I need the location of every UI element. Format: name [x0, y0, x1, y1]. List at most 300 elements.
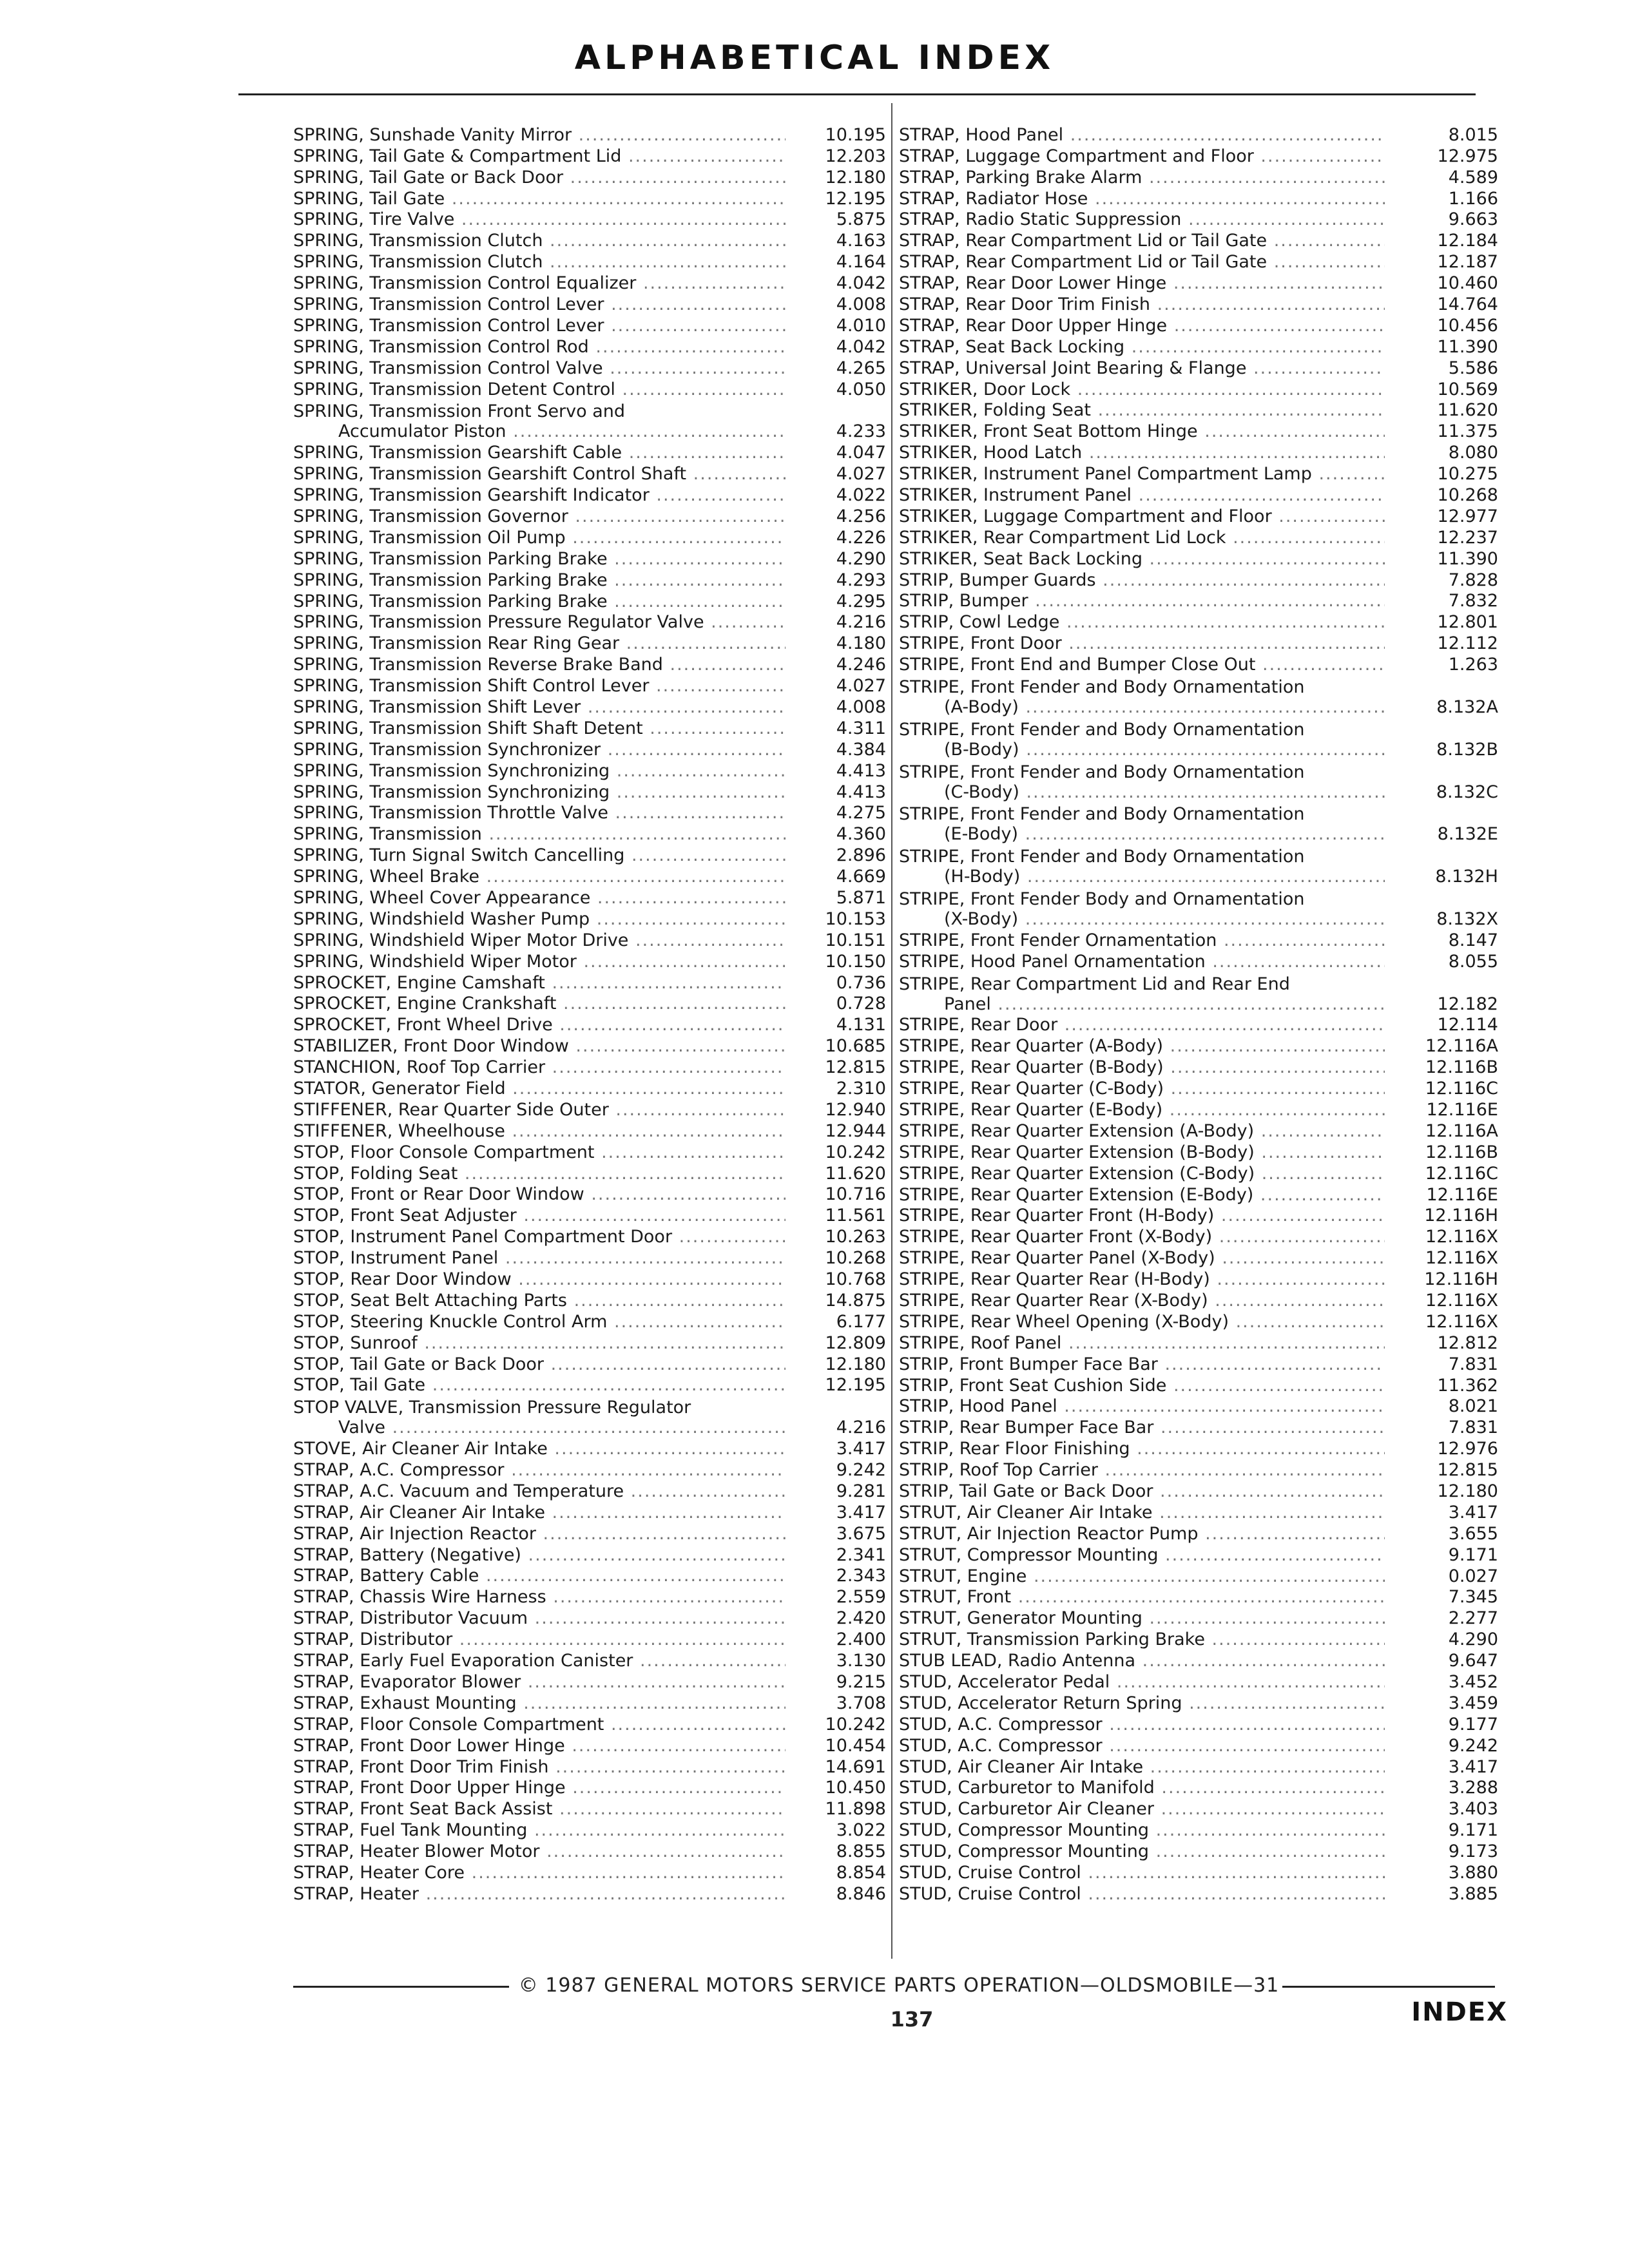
index-entry-ref: 4.008 [836, 294, 886, 315]
index-entry-ref: 7.828 [1448, 570, 1498, 590]
index-entry-ref: 4.589 [1448, 167, 1498, 187]
index-entry-term-continued: Valve ..... [293, 1418, 786, 1437]
index-entry [293, 802, 886, 823]
index-entry [293, 908, 886, 929]
index-entry-term: STRAP, Air Injection Reactor ..... [293, 1524, 786, 1544]
index-entry [293, 1628, 886, 1649]
index-entry [899, 1671, 1498, 1692]
index-entry-term: SPRING, Transmission Shift Lever ..... [293, 697, 786, 717]
index-entry-name [293, 146, 786, 166]
index-entry-name [899, 443, 1385, 463]
index-entry-term: STRAP, Distributor Vacuum ..... [293, 1608, 786, 1628]
index-entry [293, 993, 886, 1014]
index-entry-name [899, 549, 1385, 569]
index-entry-name [293, 1629, 786, 1649]
index-entry-name [899, 591, 1385, 611]
index-entry-term-continued: Accumulator Piston ..... [293, 421, 786, 441]
index-entry-term: STABILIZER, Front Door Window ..... [293, 1036, 786, 1056]
index-entry-name [899, 612, 1385, 632]
index-entry-term: STRAP, Heater Core ..... [293, 1863, 786, 1883]
index-entry-ref: 8.080 [1448, 443, 1498, 463]
index-entry-name [293, 591, 786, 611]
index-entry-term: SPRING, Transmission Reverse Brake Band ..... [293, 655, 786, 675]
index-entry-ref: 5.871 [836, 887, 886, 908]
index-entry-term: STRIKER, Instrument Panel Compartment Lamp ..... [899, 464, 1385, 484]
index-entry-ref: 3.655 [1448, 1523, 1498, 1544]
index-entry-name [293, 973, 786, 993]
index-entry-term: STRAP, Radiator Hose ..... [899, 189, 1385, 209]
index-entry [899, 1523, 1498, 1544]
index-entry [899, 1374, 1498, 1396]
index-entry-term-continued: (H-Body) ..... [899, 867, 1385, 887]
index-entry [293, 1099, 886, 1120]
index-entry-name [293, 1503, 786, 1523]
index-entry-term: STRUT, Generator Mounting ..... [899, 1608, 1385, 1628]
index-entry-name [899, 1396, 1385, 1416]
index-entry-term: STRIKER, Instrument Panel ..... [899, 485, 1385, 505]
index-entry-ref: 10.716 [825, 1184, 886, 1205]
index-entry-ref: 10.275 [1437, 464, 1498, 485]
index-entry-name [293, 443, 786, 463]
index-entry-ref: 8.147 [1448, 930, 1498, 950]
index-entry [899, 1565, 1498, 1586]
index-entry-name [293, 930, 786, 950]
index-entry-ref: 8.132B [1436, 739, 1498, 760]
index-entry-term: SPROCKET, Engine Crankshaft ..... [293, 994, 786, 1014]
index-entry-ref: 4.180 [836, 633, 886, 654]
index-entry-term: STRAP, Rear Door Upper Hinge ..... [899, 316, 1385, 336]
index-entry [293, 1353, 886, 1374]
index-entry-term: STOP, Tail Gate ..... [293, 1375, 786, 1395]
index-entry-ref: 3.417 [836, 1502, 886, 1523]
index-entry-ref: 2.341 [836, 1544, 886, 1565]
index-entry-term: STRIP, Front Bumper Face Bar ..... [899, 1354, 1385, 1374]
index-entry-name [293, 1757, 786, 1777]
index-entry [899, 1713, 1498, 1735]
index-entry [899, 1268, 1498, 1289]
index-entry [899, 548, 1498, 569]
index-entry-ref: 4.265 [836, 358, 886, 378]
index-entry-name [293, 1375, 786, 1395]
index-entry-name [899, 380, 1385, 399]
index-entry-name [899, 1057, 1385, 1077]
index-entry-ref: 10.242 [825, 1142, 886, 1162]
index-entry-term: SPRING, Transmission Shift Shaft Detent ..... [293, 718, 786, 738]
index-entry-name [293, 528, 786, 548]
index-entry-ref: 4.246 [836, 655, 886, 675]
index-entry-name [899, 1672, 1385, 1692]
index-entry-ref: 4.290 [836, 548, 886, 569]
index-entry-term: STRAP, Seat Back Locking ..... [899, 337, 1385, 357]
index-entry-name [899, 400, 1385, 420]
index-entry-name [899, 930, 1385, 950]
index-entry-term: STRIPE, Rear Quarter (E-Body) ..... [899, 1100, 1385, 1120]
index-entry-term: SPRING, Windshield Washer Pump ..... [293, 909, 786, 929]
index-entry-ref: 12.116C [1425, 1079, 1498, 1099]
index-entry-name [293, 1333, 786, 1353]
index-entry [293, 950, 886, 972]
index-entry-ref: 4.164 [836, 252, 886, 273]
index-entry-ref: 11.898 [825, 1799, 886, 1820]
index-entry [293, 1311, 886, 1332]
index-entry [293, 1713, 886, 1735]
index-entry-term: STOP, Front Seat Adjuster ..... [293, 1206, 786, 1225]
index-entry [899, 1077, 1498, 1099]
index-entry-ref: 4.384 [836, 739, 886, 760]
index-entry [899, 1416, 1498, 1437]
index-entry-ref: 9.171 [1448, 1820, 1498, 1841]
index-entry [293, 1544, 886, 1565]
index-entry [899, 1437, 1498, 1459]
index-entry-ref: 12.977 [1437, 506, 1498, 526]
index-entry-name [899, 1587, 1385, 1607]
index-entry-ref: 4.216 [836, 612, 886, 633]
index-entry-term: STRAP, Heater ..... [293, 1884, 786, 1904]
index-entry [293, 1437, 886, 1459]
index-entry-term: STRIPE, Roof Panel ..... [899, 1333, 1385, 1353]
index-entry [293, 1692, 886, 1713]
index-entry [293, 1523, 886, 1544]
index-entry-ref: 3.885 [1448, 1883, 1498, 1904]
index-entry-term: STOP VALVE, Transmission Pressure Regulator [293, 1398, 691, 1418]
index-entry-name [899, 1206, 1385, 1225]
index-entry [293, 505, 886, 526]
index-entry-term: STRIPE, Rear Quarter (A-Body) ..... [899, 1036, 1385, 1056]
index-entry-name [293, 1460, 786, 1480]
index-entry-ref: 4.295 [836, 591, 886, 611]
index-entry-name [293, 1036, 786, 1056]
index-entry-ref: 3.403 [1448, 1799, 1498, 1820]
index-entry [293, 1480, 886, 1501]
index-entry-ref: 9.242 [836, 1460, 886, 1481]
index-entry-term: STRAP, Fuel Tank Mounting ..... [293, 1820, 786, 1840]
index-entry-term: STOP, Floor Console Compartment ..... [293, 1142, 786, 1162]
index-entry-name [899, 1841, 1385, 1861]
index-entry-term: SPRING, Transmission Control Valve ..... [293, 358, 786, 378]
index-entry-term: STUD, Compressor Mounting ..... [899, 1820, 1385, 1840]
index-entry-ref: 3.417 [1448, 1502, 1498, 1523]
index-entry-ref: 4.042 [836, 336, 886, 357]
index-entry [899, 1649, 1498, 1671]
index-entry-ref: 4.022 [836, 485, 886, 506]
index-entry-name [899, 1312, 1385, 1332]
footer-rule-left [293, 1986, 509, 1988]
index-entry [293, 1035, 886, 1056]
index-entry [293, 1586, 886, 1607]
index-entry-name [293, 697, 786, 717]
index-entry-term: SPRING, Transmission Governor ..... [293, 506, 786, 526]
index-entry-name [293, 189, 786, 209]
index-entry-ref: 12.940 [825, 1099, 886, 1120]
index-entry-name [293, 1545, 786, 1565]
index-entry-name [293, 1398, 786, 1437]
index-entry [899, 569, 1498, 590]
index-entry [293, 1756, 886, 1777]
index-entry [899, 972, 1498, 1014]
index-entry-term: STRAP, Battery (Negative) ..... [293, 1545, 786, 1565]
index-entry [899, 1607, 1498, 1628]
index-entry [899, 272, 1498, 293]
index-entry-ref: 2.343 [836, 1566, 886, 1586]
header-rule [238, 93, 1476, 95]
index-entry [899, 1840, 1498, 1861]
index-entry-ref: 4.163 [836, 231, 886, 251]
index-entry-name [899, 1291, 1385, 1311]
index-entry [899, 420, 1498, 441]
index-entry-term: STRUT, Compressor Mounting ..... [899, 1545, 1385, 1565]
index-entry [899, 1819, 1498, 1840]
index-entry-name [293, 252, 786, 272]
index-entry-ref: 14.875 [825, 1290, 886, 1311]
index-column-right [899, 124, 1498, 1904]
index-entry-ref: 4.216 [836, 1418, 886, 1438]
index-entry-ref: 12.116B [1425, 1057, 1498, 1078]
index-entry [899, 760, 1498, 802]
index-entry [293, 569, 886, 590]
index-entry-term: STUD, Cruise Control ..... [899, 1884, 1385, 1904]
index-entry-name [899, 1079, 1385, 1099]
index-entry-name [293, 1587, 786, 1607]
index-entry-ref: 2.420 [836, 1608, 886, 1629]
index-entry-term: STRIPE, Front Fender and Body Ornamentation [899, 804, 1305, 825]
index-entry-term: STRIPE, Rear Door ..... [899, 1015, 1385, 1035]
index-entry-term: SPRING, Transmission Synchronizing ..... [293, 761, 786, 781]
index-entry [899, 1311, 1498, 1332]
index-entry-ref: 12.195 [825, 1375, 886, 1396]
index-entry-name [293, 1884, 786, 1904]
index-entry-term: STUD, Accelerator Return Spring ..... [899, 1693, 1385, 1713]
index-entry-name [899, 1757, 1385, 1777]
index-entry [899, 336, 1498, 357]
index-entry [899, 844, 1498, 887]
index-entry-name [293, 1354, 786, 1374]
index-entry-ref: 5.875 [836, 209, 886, 230]
page-number: 137 [890, 2007, 934, 2032]
index-entry-term: STRAP, Floor Console Compartment ..... [293, 1715, 786, 1735]
index-entry-name [899, 720, 1385, 760]
index-entry-ref: 7.345 [1448, 1587, 1498, 1608]
index-entry [899, 1501, 1498, 1523]
index-entry [899, 1141, 1498, 1162]
index-entry-ref: 7.832 [1448, 591, 1498, 611]
index-entry [293, 781, 886, 802]
index-entry-ref: 8.855 [836, 1841, 886, 1862]
index-entry-ref: 12.203 [825, 146, 886, 166]
index-entry-term: STRIPE, Front Fender Ornamentation ..... [899, 930, 1385, 950]
index-entry-name [293, 803, 786, 823]
index-entry-term: SPRING, Transmission Parking Brake ..... [293, 549, 786, 569]
index-entry-term: STOP, Rear Door Window ..... [293, 1269, 786, 1289]
index-entry-term: STRIKER, Folding Seat ..... [899, 400, 1385, 420]
index-entry-ref: 12.976 [1437, 1439, 1498, 1459]
index-entry-name [899, 1333, 1385, 1353]
index-entry-name [293, 485, 786, 505]
index-entry-name [899, 1248, 1385, 1268]
index-entry-name [899, 1524, 1385, 1544]
index-entry [899, 357, 1498, 378]
index-entry-ref: 10.450 [825, 1778, 886, 1798]
index-entry-term-continued: (E-Body) ..... [899, 824, 1385, 844]
index-entry-term: STRAP, Early Fuel Evaporation Canister ..... [293, 1651, 786, 1671]
index-entry-ref: 12.237 [1437, 527, 1498, 548]
index-entry-term: STRIPE, Rear Quarter Extension (B-Body) ..... [899, 1142, 1385, 1162]
index-entry-ref: 10.263 [825, 1227, 886, 1247]
index-entry-ref: 10.456 [1437, 315, 1498, 336]
index-entry [899, 484, 1498, 505]
index-entry-name [293, 909, 786, 929]
index-entry [293, 293, 886, 314]
index-entry [293, 1735, 886, 1756]
index-entry-ref: 1.263 [1448, 655, 1498, 675]
index-entry-term: STRIKER, Front Seat Bottom Hinge ..... [899, 421, 1385, 441]
index-entry-term: STATOR, Generator Field ..... [293, 1079, 786, 1099]
index-entry-name [293, 1715, 786, 1735]
index-entry-term: STRIP, Roof Top Carrier ..... [899, 1460, 1385, 1480]
index-entry-term: SPRING, Transmission Gearshift Control Shaft ..... [293, 464, 786, 484]
index-entry-name [293, 1015, 786, 1035]
index-entry-name [899, 889, 1385, 929]
index-entry-ref: 4.008 [836, 697, 886, 717]
index-entry-term: STRIPE, Rear Quarter Extension (A-Body) ..... [899, 1121, 1385, 1141]
index-entry-name [293, 1608, 786, 1628]
index-entry-name [899, 1036, 1385, 1056]
index-entry [293, 1883, 886, 1904]
index-entry-ref: 10.454 [825, 1735, 886, 1756]
index-entry-ref: 9.281 [836, 1481, 886, 1501]
index-entry [899, 675, 1498, 717]
index-entry-term: STANCHION, Roof Top Carrier ..... [293, 1057, 786, 1077]
index-entry [293, 1268, 886, 1289]
index-entry-name [899, 847, 1385, 887]
index-entry-term: STRIP, Rear Bumper Face Bar ..... [899, 1418, 1385, 1437]
index-entry [899, 1396, 1498, 1417]
index-entry [293, 1056, 886, 1077]
index-entry-term: STRUT, Transmission Parking Brake ..... [899, 1629, 1385, 1649]
index-entry [899, 1861, 1498, 1883]
index-entry-name [899, 168, 1385, 187]
index-entry-term: STRAP, Rear Door Lower Hinge ..... [899, 273, 1385, 293]
index-entry-ref: 12.116A [1425, 1120, 1498, 1141]
index-entry-name [293, 168, 786, 187]
index-entry [293, 1501, 886, 1523]
index-entry [293, 1671, 886, 1692]
index-entry [293, 463, 886, 484]
index-entry-term: STRIPE, Rear Quarter Front (H-Body) ..... [899, 1206, 1385, 1225]
index-entry-ref: 8.132X [1436, 908, 1498, 929]
index-entry [293, 1374, 886, 1396]
index-entry [293, 611, 886, 633]
index-entry-term: STOP, Sunroof ..... [293, 1333, 786, 1353]
index-entry-name [293, 1206, 786, 1225]
index-entry [899, 293, 1498, 314]
index-entry-ref: 12.116E [1426, 1099, 1498, 1120]
index-entry-name [899, 762, 1385, 802]
index-entry-term: STRIPE, Rear Quarter Extension (C-Body) ..... [899, 1164, 1385, 1184]
index-entry-term: STRAP, Front Door Lower Hinge ..... [293, 1736, 786, 1756]
index-entry [899, 1247, 1498, 1268]
index-entry-term: STOP, Folding Seat ..... [293, 1164, 786, 1184]
index-entry-name [293, 1312, 786, 1332]
index-entry-term: STUD, Accelerator Pedal ..... [899, 1672, 1385, 1692]
index-entry-ref: 12.116A [1425, 1036, 1498, 1057]
index-entry-term: SPRING, Transmission Parking Brake ..... [293, 591, 786, 611]
index-entry-term: STRAP, Exhaust Mounting ..... [293, 1693, 786, 1713]
index-entry [899, 166, 1498, 187]
index-entry-name [293, 1291, 786, 1311]
index-entry [293, 399, 886, 442]
column-divider [891, 103, 892, 1959]
index-entry-ref: 12.116X [1425, 1311, 1498, 1332]
index-entry-term: SPRING, Transmission Control Lever ..... [293, 316, 786, 336]
index-entry-term: SPRING, Transmission Synchronizing ..... [293, 782, 786, 802]
index-entry-ref: 7.831 [1448, 1354, 1498, 1374]
index-entry-term: STRAP, Air Cleaner Air Intake ..... [293, 1503, 786, 1523]
index-entry-name [899, 1121, 1385, 1141]
index-entry-ref: 2.896 [836, 845, 886, 866]
index-entry-name [899, 189, 1385, 209]
index-entry-term: STRAP, A.C. Vacuum and Temperature ..... [293, 1481, 786, 1501]
index-entry-term: SPRING, Transmission Rear Ring Gear ..... [293, 633, 786, 653]
index-entry-name [899, 677, 1385, 717]
index-entry-term: STRUT, Air Cleaner Air Intake ..... [899, 1503, 1385, 1523]
index-entry-term: STRAP, Rear Door Trim Finish ..... [899, 294, 1385, 314]
index-entry-ref: 12.116X [1425, 1248, 1498, 1269]
index-entry-ref: 3.708 [836, 1693, 886, 1713]
index-entry-ref: 10.460 [1437, 273, 1498, 294]
index-entry-term: STRIPE, Hood Panel Ornamentation ..... [899, 952, 1385, 972]
index-entry-ref: 10.685 [825, 1036, 886, 1057]
index-entry [899, 1735, 1498, 1756]
index-entry-name [899, 485, 1385, 505]
index-entry-term: STRAP, Hood Panel ..... [899, 125, 1385, 145]
index-entry-ref: 12.116H [1424, 1206, 1498, 1226]
index-entry [293, 1289, 886, 1311]
index-entry-name [293, 506, 786, 526]
index-entry-ref: 12.112 [1437, 633, 1498, 654]
index-entry-ref: 12.116E [1426, 1184, 1498, 1205]
index-entry-name [293, 1439, 786, 1459]
index-entry-name [899, 570, 1385, 590]
index-entry-ref: 11.390 [1437, 548, 1498, 569]
index-entry-term: SPRING, Transmission Oil Pump ..... [293, 528, 786, 548]
index-entry-name [899, 1545, 1385, 1565]
index-entry [899, 1777, 1498, 1798]
index-entry-term: STRAP, A.C. Compressor ..... [293, 1460, 786, 1480]
index-entry-name [899, 1820, 1385, 1840]
index-entry [899, 590, 1498, 611]
index-entry-name [293, 1524, 786, 1544]
index-entry-term: STRIPE, Front Fender and Body Ornamentation [899, 762, 1305, 782]
index-entry [899, 1459, 1498, 1480]
index-entry-term: STRAP, Front Seat Back Assist ..... [293, 1799, 786, 1819]
index-entry-name [293, 549, 786, 569]
index-entry-ref: 2.310 [836, 1078, 886, 1099]
index-entry-name [293, 867, 786, 887]
index-entry [293, 187, 886, 209]
index-entry [899, 1544, 1498, 1565]
index-entry [293, 314, 886, 336]
index-entry-term: STIFFENER, Rear Quarter Side Outer ..... [293, 1100, 786, 1120]
index-entry-ref: 1.166 [1448, 188, 1498, 209]
index-entry-ref: 12.114 [1437, 1015, 1498, 1035]
index-entry-name [293, 655, 786, 675]
index-entry-ref: 12.815 [1437, 1460, 1498, 1481]
index-entry-name [293, 845, 786, 865]
index-entry-ref: 4.226 [836, 527, 886, 548]
index-entry-term: STOVE, Air Cleaner Air Intake ..... [293, 1439, 786, 1459]
index-entry [899, 187, 1498, 209]
index-entry-term: STRAP, Evaporator Blower ..... [293, 1672, 786, 1692]
